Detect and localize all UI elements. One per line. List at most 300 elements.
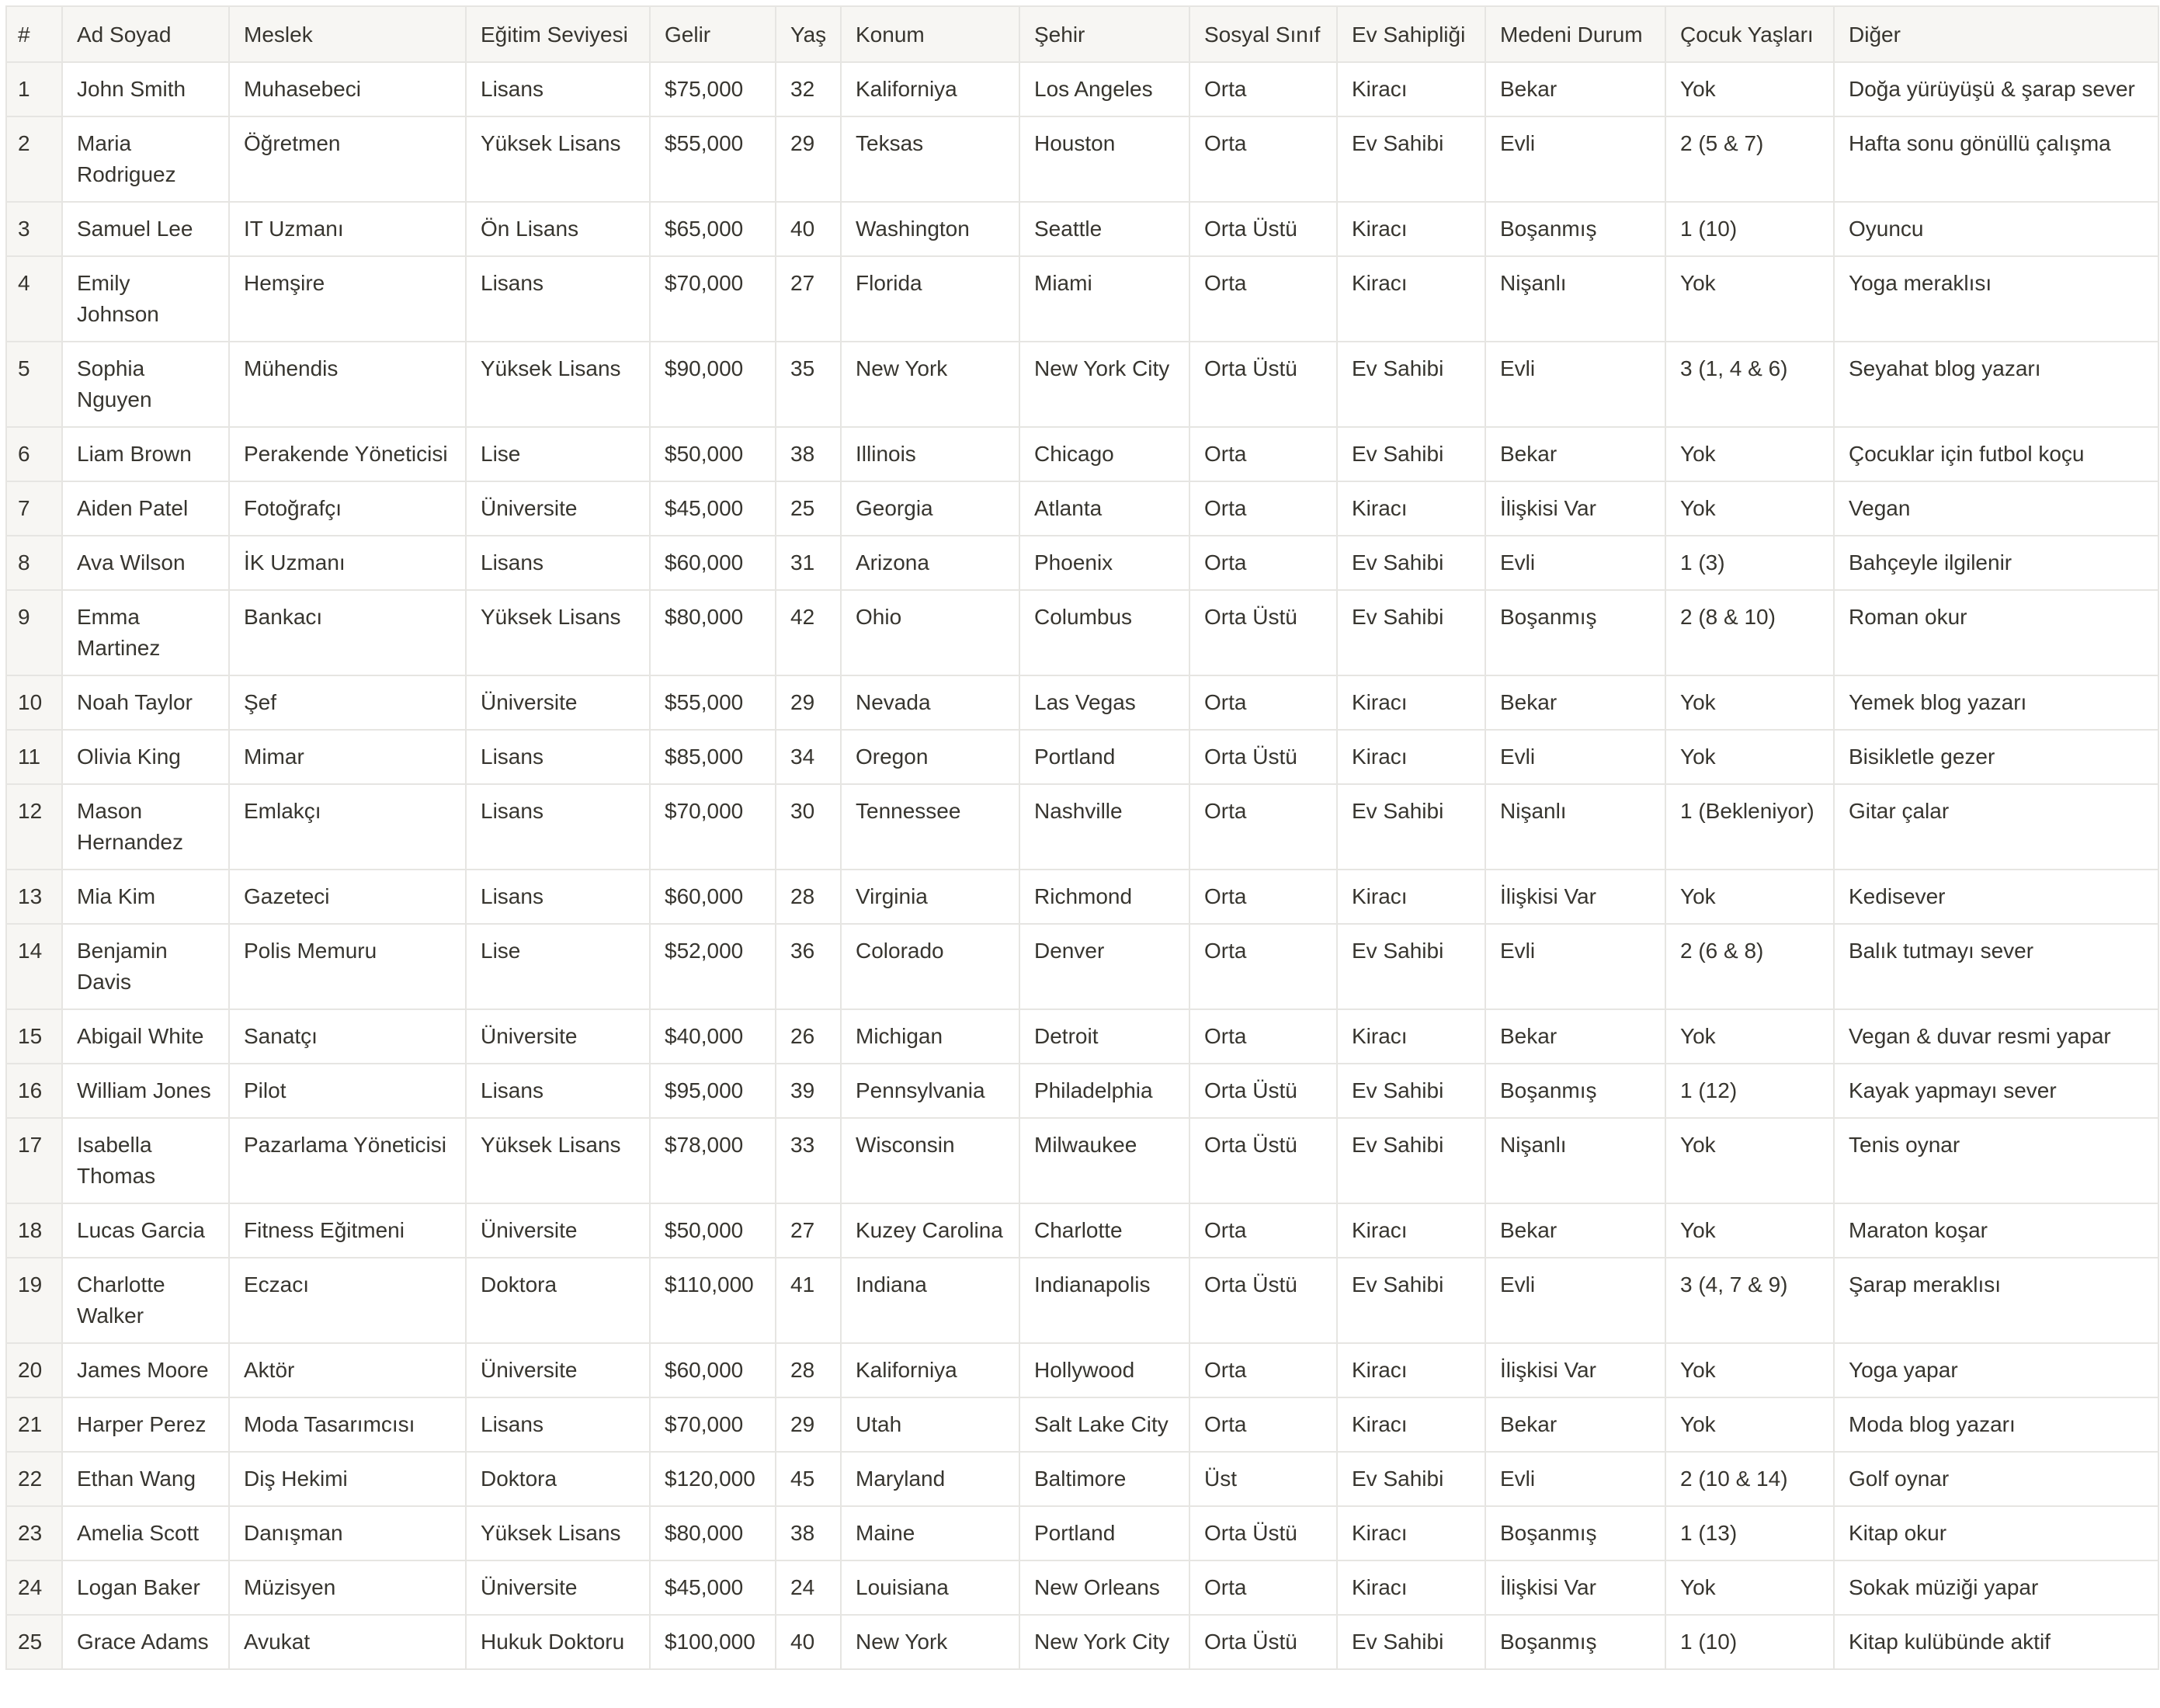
cell-location[interactable]: Florida [841, 256, 1019, 342]
cell-social-class[interactable]: Orta Üstü [1189, 1118, 1337, 1203]
cell-home-ownership[interactable]: Ev Sahibi [1337, 1258, 1485, 1343]
cell-row-number[interactable]: 4 [6, 256, 62, 342]
cell-home-ownership[interactable]: Kiracı [1337, 1009, 1485, 1064]
cell-city[interactable]: Houston [1019, 116, 1189, 202]
table-row[interactable] [6, 1615, 2158, 1669]
table-row[interactable] [6, 675, 2158, 730]
cell-row-number[interactable]: 18 [6, 1203, 62, 1258]
cell-children-ages[interactable]: Yok [1665, 1203, 1834, 1258]
cell-location[interactable]: Maine [841, 1506, 1019, 1560]
cell-education-level[interactable]: Lisans [466, 784, 650, 870]
table-row[interactable] [6, 202, 2158, 256]
cell-children-ages[interactable]: Yok [1665, 481, 1834, 536]
cell-marital-status[interactable]: Boşanmış [1485, 590, 1665, 675]
cell-income[interactable]: $95,000 [650, 1064, 776, 1118]
cell-age[interactable]: 40 [776, 202, 841, 256]
cell-marital-status[interactable]: Nişanlı [1485, 784, 1665, 870]
cell-income[interactable]: $100,000 [650, 1615, 776, 1669]
cell-age[interactable]: 25 [776, 481, 841, 536]
cell-other[interactable]: Kedisever [1834, 870, 2158, 924]
cell-home-ownership[interactable]: Ev Sahibi [1337, 590, 1485, 675]
cell-income[interactable]: $40,000 [650, 1009, 776, 1064]
cell-city[interactable]: Miami [1019, 256, 1189, 342]
cell-city[interactable]: Milwaukee [1019, 1118, 1189, 1203]
cell-education-level[interactable]: Lisans [466, 870, 650, 924]
cell-education-level[interactable]: Lisans [466, 1397, 650, 1452]
cell-occupation[interactable]: Mimar [229, 730, 466, 784]
cell-other[interactable]: Seyahat blog yazarı [1834, 342, 2158, 427]
cell-social-class[interactable]: Orta [1189, 1009, 1337, 1064]
cell-full-name[interactable]: Emily Johnson [62, 256, 229, 342]
cell-city[interactable]: Atlanta [1019, 481, 1189, 536]
cell-income[interactable]: $75,000 [650, 62, 776, 116]
table-row[interactable] [6, 784, 2158, 870]
table-row[interactable] [6, 1452, 2158, 1506]
cell-home-ownership[interactable]: Ev Sahibi [1337, 1064, 1485, 1118]
cell-occupation[interactable]: Mühendis [229, 342, 466, 427]
cell-income[interactable]: $52,000 [650, 924, 776, 1009]
cell-full-name[interactable]: Logan Baker [62, 1560, 229, 1615]
cell-age[interactable]: 32 [776, 62, 841, 116]
column-header-age[interactable]: Yaş [776, 6, 841, 62]
cell-occupation[interactable]: Fotoğrafçı [229, 481, 466, 536]
cell-full-name[interactable]: Maria Rodriguez [62, 116, 229, 202]
cell-marital-status[interactable]: Evli [1485, 342, 1665, 427]
cell-row-number[interactable]: 1 [6, 62, 62, 116]
cell-children-ages[interactable]: Yok [1665, 62, 1834, 116]
cell-other[interactable]: Bahçeyle ilgilenir [1834, 536, 2158, 590]
cell-age[interactable]: 29 [776, 116, 841, 202]
cell-marital-status[interactable]: Evli [1485, 1452, 1665, 1506]
cell-education-level[interactable]: Hukuk Doktoru [466, 1615, 650, 1669]
cell-education-level[interactable]: Lise [466, 924, 650, 1009]
cell-marital-status[interactable]: İlişkisi Var [1485, 870, 1665, 924]
table-row[interactable] [6, 1009, 2158, 1064]
cell-education-level[interactable]: Lise [466, 427, 650, 481]
cell-row-number[interactable]: 21 [6, 1397, 62, 1452]
table-row[interactable] [6, 1343, 2158, 1397]
cell-children-ages[interactable]: 2 (5 & 7) [1665, 116, 1834, 202]
cell-income[interactable]: $50,000 [650, 427, 776, 481]
cell-social-class[interactable]: Orta Üstü [1189, 590, 1337, 675]
cell-home-ownership[interactable]: Kiracı [1337, 675, 1485, 730]
cell-income[interactable]: $80,000 [650, 590, 776, 675]
cell-marital-status[interactable]: Bekar [1485, 1009, 1665, 1064]
cell-home-ownership[interactable]: Ev Sahibi [1337, 342, 1485, 427]
table-row[interactable] [6, 924, 2158, 1009]
cell-occupation[interactable]: Gazeteci [229, 870, 466, 924]
cell-social-class[interactable]: Orta [1189, 427, 1337, 481]
cell-home-ownership[interactable]: Ev Sahibi [1337, 924, 1485, 1009]
cell-home-ownership[interactable]: Kiracı [1337, 481, 1485, 536]
cell-home-ownership[interactable]: Kiracı [1337, 1560, 1485, 1615]
cell-full-name[interactable]: Ava Wilson [62, 536, 229, 590]
cell-age[interactable]: 40 [776, 1615, 841, 1669]
cell-other[interactable]: Sokak müziği yapar [1834, 1560, 2158, 1615]
cell-marital-status[interactable]: Evli [1485, 536, 1665, 590]
cell-children-ages[interactable]: 3 (4, 7 & 9) [1665, 1258, 1834, 1343]
cell-education-level[interactable]: Lisans [466, 256, 650, 342]
cell-social-class[interactable]: Orta [1189, 116, 1337, 202]
cell-location[interactable]: Georgia [841, 481, 1019, 536]
cell-age[interactable]: 29 [776, 675, 841, 730]
cell-full-name[interactable]: Noah Taylor [62, 675, 229, 730]
cell-occupation[interactable]: Perakende Yöneticisi [229, 427, 466, 481]
cell-marital-status[interactable]: İlişkisi Var [1485, 1343, 1665, 1397]
column-header-income[interactable]: Gelir [650, 6, 776, 62]
table-row[interactable] [6, 730, 2158, 784]
cell-age[interactable]: 36 [776, 924, 841, 1009]
cell-social-class[interactable]: Orta Üstü [1189, 1064, 1337, 1118]
cell-city[interactable]: Baltimore [1019, 1452, 1189, 1506]
table-row[interactable] [6, 1118, 2158, 1203]
cell-city[interactable]: Denver [1019, 924, 1189, 1009]
cell-children-ages[interactable]: 1 (10) [1665, 202, 1834, 256]
cell-location[interactable]: Nevada [841, 675, 1019, 730]
table-row[interactable] [6, 1203, 2158, 1258]
cell-occupation[interactable]: Fitness Eğitmeni [229, 1203, 466, 1258]
cell-city[interactable]: Nashville [1019, 784, 1189, 870]
cell-full-name[interactable]: Mason Hernandez [62, 784, 229, 870]
cell-home-ownership[interactable]: Ev Sahibi [1337, 536, 1485, 590]
cell-marital-status[interactable]: Boşanmış [1485, 1615, 1665, 1669]
cell-home-ownership[interactable]: Kiracı [1337, 256, 1485, 342]
cell-other[interactable]: Şarap meraklısı [1834, 1258, 2158, 1343]
cell-age[interactable]: 38 [776, 427, 841, 481]
cell-children-ages[interactable]: Yok [1665, 1397, 1834, 1452]
column-header-occupation[interactable]: Meslek [229, 6, 466, 62]
cell-age[interactable]: 35 [776, 342, 841, 427]
cell-other[interactable]: Gitar çalar [1834, 784, 2158, 870]
cell-full-name[interactable]: James Moore [62, 1343, 229, 1397]
cell-children-ages[interactable]: Yok [1665, 730, 1834, 784]
cell-row-number[interactable]: 9 [6, 590, 62, 675]
cell-age[interactable]: 42 [776, 590, 841, 675]
cell-full-name[interactable]: Lucas Garcia [62, 1203, 229, 1258]
column-header-other[interactable]: Diğer [1834, 6, 2158, 62]
cell-children-ages[interactable]: Yok [1665, 870, 1834, 924]
cell-income[interactable]: $60,000 [650, 536, 776, 590]
cell-city[interactable]: Detroit [1019, 1009, 1189, 1064]
cell-row-number[interactable]: 6 [6, 427, 62, 481]
cell-income[interactable]: $85,000 [650, 730, 776, 784]
cell-other[interactable]: Doğa yürüyüşü & şarap sever [1834, 62, 2158, 116]
cell-city[interactable]: Richmond [1019, 870, 1189, 924]
cell-social-class[interactable]: Orta Üstü [1189, 730, 1337, 784]
cell-location[interactable]: Kuzey Carolina [841, 1203, 1019, 1258]
cell-marital-status[interactable]: Bekar [1485, 1397, 1665, 1452]
cell-income[interactable]: $120,000 [650, 1452, 776, 1506]
cell-children-ages[interactable]: Yok [1665, 1343, 1834, 1397]
table-row[interactable] [6, 342, 2158, 427]
cell-income[interactable]: $70,000 [650, 1397, 776, 1452]
cell-row-number[interactable]: 24 [6, 1560, 62, 1615]
cell-income[interactable]: $70,000 [650, 256, 776, 342]
table-row[interactable] [6, 536, 2158, 590]
cell-city[interactable]: Salt Lake City [1019, 1397, 1189, 1452]
cell-full-name[interactable]: Ethan Wang [62, 1452, 229, 1506]
cell-children-ages[interactable]: Yok [1665, 1009, 1834, 1064]
cell-occupation[interactable]: Şef [229, 675, 466, 730]
cell-education-level[interactable]: Lisans [466, 62, 650, 116]
cell-city[interactable]: Portland [1019, 730, 1189, 784]
cell-income[interactable]: $45,000 [650, 1560, 776, 1615]
cell-marital-status[interactable]: Boşanmış [1485, 202, 1665, 256]
cell-location[interactable]: Oregon [841, 730, 1019, 784]
cell-city[interactable]: Philadelphia [1019, 1064, 1189, 1118]
cell-other[interactable]: Bisikletle gezer [1834, 730, 2158, 784]
cell-education-level[interactable]: Yüksek Lisans [466, 116, 650, 202]
cell-income[interactable]: $65,000 [650, 202, 776, 256]
cell-row-number[interactable]: 25 [6, 1615, 62, 1669]
cell-row-number[interactable]: 7 [6, 481, 62, 536]
cell-location[interactable]: Teksas [841, 116, 1019, 202]
cell-education-level[interactable]: Lisans [466, 1064, 650, 1118]
cell-location[interactable]: Louisiana [841, 1560, 1019, 1615]
column-header-row-number[interactable]: # [6, 6, 62, 62]
cell-education-level[interactable]: Lisans [466, 536, 650, 590]
cell-full-name[interactable]: Grace Adams [62, 1615, 229, 1669]
cell-marital-status[interactable]: Evli [1485, 924, 1665, 1009]
cell-location[interactable]: New York [841, 342, 1019, 427]
table-row[interactable] [6, 1397, 2158, 1452]
cell-full-name[interactable]: Emma Martinez [62, 590, 229, 675]
cell-occupation[interactable]: Moda Tasarımcısı [229, 1397, 466, 1452]
cell-social-class[interactable]: Orta Üstü [1189, 202, 1337, 256]
cell-location[interactable]: Maryland [841, 1452, 1019, 1506]
cell-home-ownership[interactable]: Ev Sahibi [1337, 116, 1485, 202]
cell-city[interactable]: New Orleans [1019, 1560, 1189, 1615]
cell-home-ownership[interactable]: Kiracı [1337, 1506, 1485, 1560]
cell-location[interactable]: Colorado [841, 924, 1019, 1009]
cell-row-number[interactable]: 22 [6, 1452, 62, 1506]
table-row[interactable] [6, 427, 2158, 481]
cell-row-number[interactable]: 5 [6, 342, 62, 427]
cell-education-level[interactable]: Üniversite [466, 1203, 650, 1258]
cell-marital-status[interactable]: Evli [1485, 116, 1665, 202]
cell-education-level[interactable]: Yüksek Lisans [466, 342, 650, 427]
cell-other[interactable]: Kitap kulübünde aktif [1834, 1615, 2158, 1669]
cell-income[interactable]: $60,000 [650, 870, 776, 924]
cell-social-class[interactable]: Orta [1189, 536, 1337, 590]
cell-row-number[interactable]: 20 [6, 1343, 62, 1397]
cell-city[interactable]: Hollywood [1019, 1343, 1189, 1397]
cell-education-level[interactable]: Üniversite [466, 1343, 650, 1397]
cell-income[interactable]: $70,000 [650, 784, 776, 870]
cell-city[interactable]: Chicago [1019, 427, 1189, 481]
cell-other[interactable]: Roman okur [1834, 590, 2158, 675]
cell-income[interactable]: $45,000 [650, 481, 776, 536]
cell-row-number[interactable]: 23 [6, 1506, 62, 1560]
cell-full-name[interactable]: John Smith [62, 62, 229, 116]
cell-city[interactable]: New York City [1019, 342, 1189, 427]
cell-education-level[interactable]: Üniversite [466, 1009, 650, 1064]
cell-age[interactable]: 33 [776, 1118, 841, 1203]
cell-occupation[interactable]: Sanatçı [229, 1009, 466, 1064]
cell-children-ages[interactable]: 2 (8 & 10) [1665, 590, 1834, 675]
cell-city[interactable]: New York City [1019, 1615, 1189, 1669]
cell-other[interactable]: Çocuklar için futbol koçu [1834, 427, 2158, 481]
cell-full-name[interactable]: William Jones [62, 1064, 229, 1118]
cell-age[interactable]: 30 [776, 784, 841, 870]
cell-location[interactable]: Wisconsin [841, 1118, 1019, 1203]
cell-education-level[interactable]: Doktora [466, 1258, 650, 1343]
cell-income[interactable]: $90,000 [650, 342, 776, 427]
table-row[interactable] [6, 1064, 2158, 1118]
column-header-location[interactable]: Konum [841, 6, 1019, 62]
cell-social-class[interactable]: Orta [1189, 784, 1337, 870]
cell-location[interactable]: Washington [841, 202, 1019, 256]
cell-age[interactable]: 27 [776, 1203, 841, 1258]
cell-income[interactable]: $78,000 [650, 1118, 776, 1203]
cell-other[interactable]: Maraton koşar [1834, 1203, 2158, 1258]
column-header-home-ownership[interactable]: Ev Sahipliği [1337, 6, 1485, 62]
cell-children-ages[interactable]: Yok [1665, 1560, 1834, 1615]
cell-other[interactable]: Tenis oynar [1834, 1118, 2158, 1203]
cell-marital-status[interactable]: Bekar [1485, 1203, 1665, 1258]
cell-occupation[interactable]: Hemşire [229, 256, 466, 342]
cell-other[interactable]: Golf oynar [1834, 1452, 2158, 1506]
cell-social-class[interactable]: Orta [1189, 1203, 1337, 1258]
cell-home-ownership[interactable]: Kiracı [1337, 870, 1485, 924]
cell-marital-status[interactable]: Nişanlı [1485, 256, 1665, 342]
cell-other[interactable]: Vegan [1834, 481, 2158, 536]
cell-home-ownership[interactable]: Ev Sahibi [1337, 1118, 1485, 1203]
cell-home-ownership[interactable]: Kiracı [1337, 1397, 1485, 1452]
cell-marital-status[interactable]: Evli [1485, 730, 1665, 784]
column-header-social-class[interactable]: Sosyal Sınıf [1189, 6, 1337, 62]
cell-age[interactable]: 45 [776, 1452, 841, 1506]
cell-social-class[interactable]: Orta Üstü [1189, 1506, 1337, 1560]
table-row[interactable] [6, 481, 2158, 536]
cell-full-name[interactable]: Samuel Lee [62, 202, 229, 256]
cell-location[interactable]: Ohio [841, 590, 1019, 675]
cell-education-level[interactable]: Yüksek Lisans [466, 1506, 650, 1560]
cell-occupation[interactable]: Aktör [229, 1343, 466, 1397]
cell-home-ownership[interactable]: Kiracı [1337, 1343, 1485, 1397]
cell-age[interactable]: 26 [776, 1009, 841, 1064]
table-row[interactable] [6, 62, 2158, 116]
cell-children-ages[interactable]: 2 (6 & 8) [1665, 924, 1834, 1009]
column-header-marital-status[interactable]: Medeni Durum [1485, 6, 1665, 62]
cell-occupation[interactable]: Emlakçı [229, 784, 466, 870]
column-header-full-name[interactable]: Ad Soyad [62, 6, 229, 62]
cell-marital-status[interactable]: Nişanlı [1485, 1118, 1665, 1203]
cell-education-level[interactable]: Üniversite [466, 1560, 650, 1615]
cell-education-level[interactable]: Yüksek Lisans [466, 1118, 650, 1203]
cell-row-number[interactable]: 2 [6, 116, 62, 202]
cell-row-number[interactable]: 13 [6, 870, 62, 924]
cell-home-ownership[interactable]: Ev Sahibi [1337, 1452, 1485, 1506]
table-row[interactable] [6, 256, 2158, 342]
cell-education-level[interactable]: Üniversite [466, 675, 650, 730]
cell-children-ages[interactable]: 1 (10) [1665, 1615, 1834, 1669]
table-row[interactable] [6, 1506, 2158, 1560]
cell-full-name[interactable]: Amelia Scott [62, 1506, 229, 1560]
cell-row-number[interactable]: 3 [6, 202, 62, 256]
cell-location[interactable]: Kaliforniya [841, 1343, 1019, 1397]
cell-location[interactable]: Virginia [841, 870, 1019, 924]
cell-home-ownership[interactable]: Ev Sahibi [1337, 784, 1485, 870]
cell-social-class[interactable]: Orta [1189, 481, 1337, 536]
cell-location[interactable]: Kaliforniya [841, 62, 1019, 116]
cell-marital-status[interactable]: Boşanmış [1485, 1064, 1665, 1118]
column-header-city[interactable]: Şehir [1019, 6, 1189, 62]
cell-children-ages[interactable]: Yok [1665, 1118, 1834, 1203]
cell-city[interactable]: Las Vegas [1019, 675, 1189, 730]
cell-city[interactable]: Columbus [1019, 590, 1189, 675]
cell-row-number[interactable]: 19 [6, 1258, 62, 1343]
cell-row-number[interactable]: 10 [6, 675, 62, 730]
cell-city[interactable]: Indianapolis [1019, 1258, 1189, 1343]
cell-age[interactable]: 34 [776, 730, 841, 784]
cell-marital-status[interactable]: Evli [1485, 1258, 1665, 1343]
cell-social-class[interactable]: Orta [1189, 924, 1337, 1009]
cell-children-ages[interactable]: 1 (Bekleniyor) [1665, 784, 1834, 870]
cell-children-ages[interactable]: 2 (10 & 14) [1665, 1452, 1834, 1506]
cell-row-number[interactable]: 11 [6, 730, 62, 784]
cell-city[interactable]: Los Angeles [1019, 62, 1189, 116]
cell-row-number[interactable]: 15 [6, 1009, 62, 1064]
cell-location[interactable]: Illinois [841, 427, 1019, 481]
cell-social-class[interactable]: Üst [1189, 1452, 1337, 1506]
cell-social-class[interactable]: Orta [1189, 1343, 1337, 1397]
cell-city[interactable]: Seattle [1019, 202, 1189, 256]
table-row[interactable] [6, 590, 2158, 675]
cell-children-ages[interactable]: Yok [1665, 427, 1834, 481]
cell-occupation[interactable]: Pilot [229, 1064, 466, 1118]
cell-marital-status[interactable]: İlişkisi Var [1485, 1560, 1665, 1615]
cell-occupation[interactable]: Müzisyen [229, 1560, 466, 1615]
cell-other[interactable]: Kayak yapmayı sever [1834, 1064, 2158, 1118]
cell-social-class[interactable]: Orta [1189, 62, 1337, 116]
cell-age[interactable]: 39 [776, 1064, 841, 1118]
cell-home-ownership[interactable]: Ev Sahibi [1337, 427, 1485, 481]
cell-location[interactable]: Arizona [841, 536, 1019, 590]
cell-age[interactable]: 38 [776, 1506, 841, 1560]
cell-full-name[interactable]: Harper Perez [62, 1397, 229, 1452]
cell-location[interactable]: Indiana [841, 1258, 1019, 1343]
cell-other[interactable]: Oyuncu [1834, 202, 2158, 256]
cell-age[interactable]: 27 [776, 256, 841, 342]
cell-occupation[interactable]: Danışman [229, 1506, 466, 1560]
cell-location[interactable]: Michigan [841, 1009, 1019, 1064]
cell-full-name[interactable]: Liam Brown [62, 427, 229, 481]
cell-marital-status[interactable]: Bekar [1485, 62, 1665, 116]
cell-education-level[interactable]: Üniversite [466, 481, 650, 536]
cell-occupation[interactable]: Polis Memuru [229, 924, 466, 1009]
cell-city[interactable]: Phoenix [1019, 536, 1189, 590]
cell-occupation[interactable]: Eczacı [229, 1258, 466, 1343]
cell-row-number[interactable]: 14 [6, 924, 62, 1009]
column-header-education-level[interactable]: Eğitim Seviyesi [466, 6, 650, 62]
cell-occupation[interactable]: Bankacı [229, 590, 466, 675]
cell-row-number[interactable]: 17 [6, 1118, 62, 1203]
cell-home-ownership[interactable]: Kiracı [1337, 730, 1485, 784]
cell-age[interactable]: 41 [776, 1258, 841, 1343]
cell-full-name[interactable]: Benjamin Davis [62, 924, 229, 1009]
table-row[interactable] [6, 116, 2158, 202]
cell-age[interactable]: 28 [776, 870, 841, 924]
cell-social-class[interactable]: Orta [1189, 675, 1337, 730]
cell-home-ownership[interactable]: Kiracı [1337, 1203, 1485, 1258]
cell-full-name[interactable]: Mia Kim [62, 870, 229, 924]
cell-full-name[interactable]: Abigail White [62, 1009, 229, 1064]
cell-location[interactable]: Tennessee [841, 784, 1019, 870]
cell-income[interactable]: $60,000 [650, 1343, 776, 1397]
cell-occupation[interactable]: Avukat [229, 1615, 466, 1669]
table-row[interactable] [6, 1258, 2158, 1343]
